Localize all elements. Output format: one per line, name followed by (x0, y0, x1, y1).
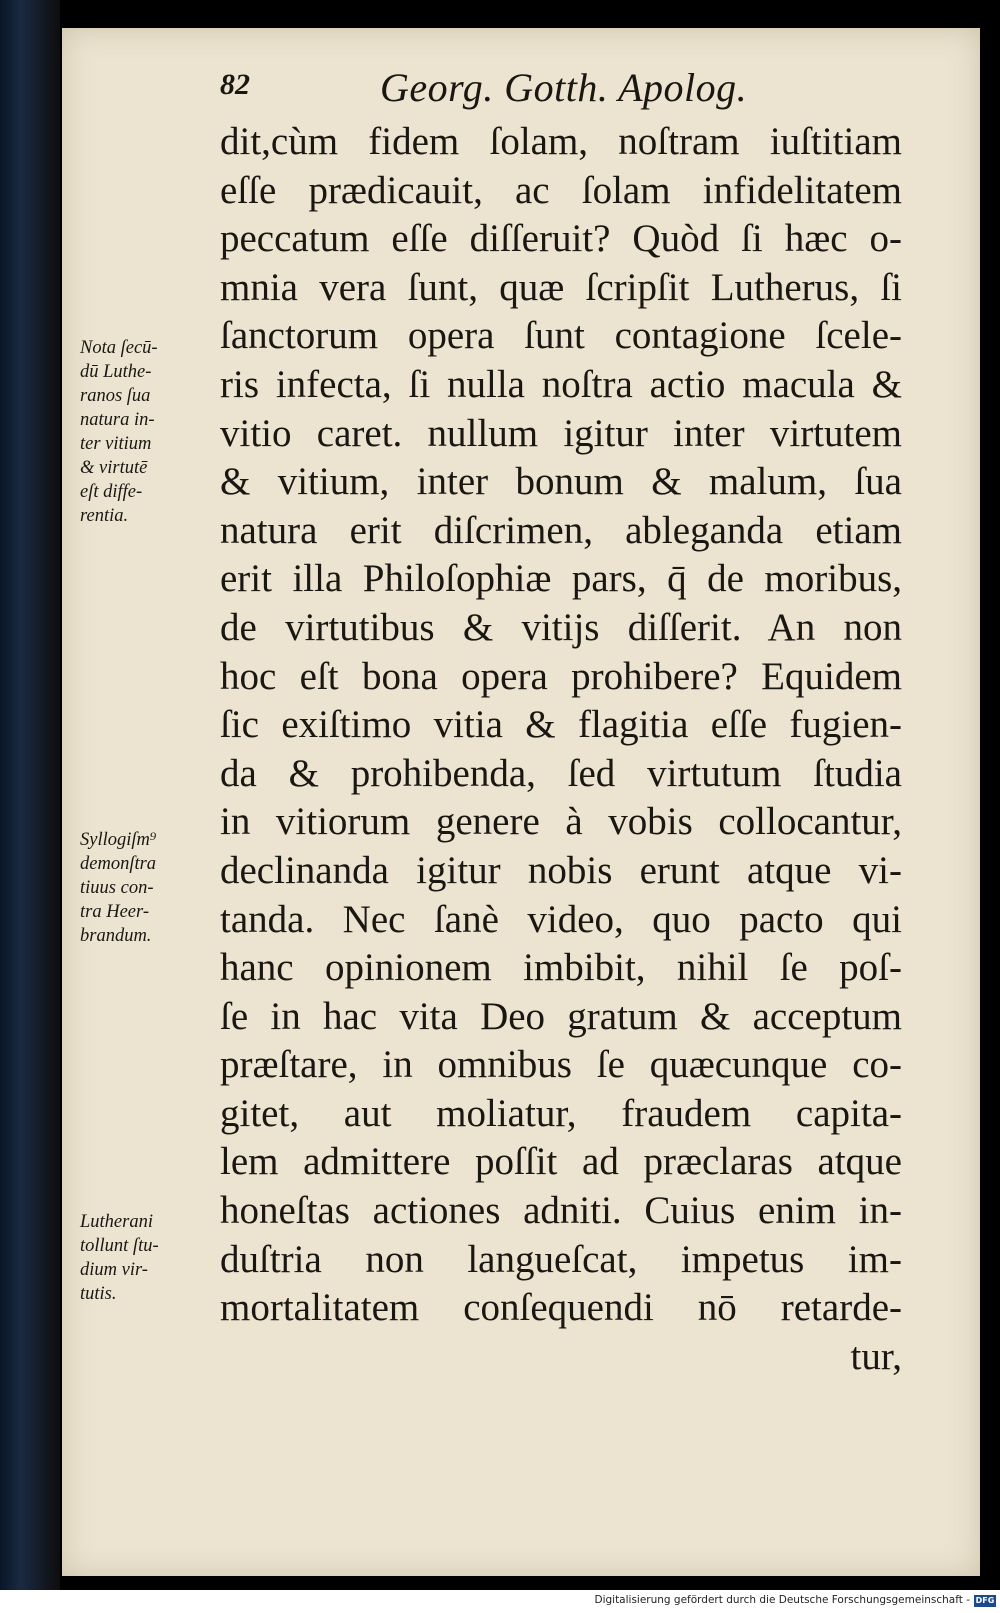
page-number: 82 (220, 68, 250, 101)
margin-note-line: Syllogiſm⁹ (80, 830, 157, 850)
text-line: peccatum eſſe diſſeruit? Quòd ſi hæc o- (220, 217, 902, 261)
text-line: in vitiorum genere à vobis collocantur, (220, 800, 902, 844)
text-line: dit,cùm fidem ſolam, noſtram iuſtitiam (220, 120, 902, 163)
text-line: tanda. Nec ſanè video, quo pacto qui (220, 897, 902, 941)
footer-strip (0, 1590, 1000, 1613)
margin-note-line: Lutherani (80, 1212, 153, 1232)
margin-note-line: dū Luthe- (80, 362, 152, 382)
text-line: da & prohibenda, ſed virtutum ſtudia (220, 751, 902, 795)
margin-note-line: tollunt ſtu- (80, 1236, 159, 1256)
margin-note-line: tiuus con- (80, 878, 154, 898)
margin-note-line: tutis. (80, 1284, 117, 1304)
funding-credit: Digitalisierung gefördert durch die Deutsche Forschungsgemeinschaft - (594, 1594, 970, 1606)
dfg-logo-icon: DFG (975, 1596, 995, 1605)
margin-note-line: ranos ſua (80, 386, 151, 406)
margin-note-line: eſt diffe- (80, 482, 143, 502)
margin-note-line: demonſtra (80, 854, 157, 874)
text-line: gitet, aut moliatur, fraudem capita- (220, 1091, 902, 1135)
margin-note-line: brandum. (80, 926, 152, 946)
text-line: & vitium, inter bonum & malum, ſua (220, 460, 902, 504)
margin-note-line: dium vir- (80, 1260, 148, 1280)
text-line: vitio caret. nullum igitur inter virtutem (220, 411, 902, 455)
margin-note-line: rentia. (80, 506, 129, 526)
margin-note (80, 828, 220, 948)
text-line: ſic exiſtimo vitia & flagitia eſſe fugien- (220, 703, 902, 747)
text-line: præſtare, in omnibus ſe quæcunque co- (220, 1043, 902, 1087)
text-line: ſanctorum opera ſunt contagione ſcele- (220, 314, 902, 358)
text-line: hanc opinionem imbibit, nihil ſe poſ- (220, 946, 902, 990)
text-line: de virtutibus & vitijs diſſerit. An non (220, 605, 902, 649)
running-head: Georg. Gotth. Apolog. (380, 65, 748, 110)
margin-note-line: & virtutē (80, 458, 148, 478)
scan-background-edge (0, 0, 60, 1590)
margin-note-line: natura in- (80, 410, 155, 430)
text-line: declinanda igitur nobis erunt atque vi- (220, 848, 902, 892)
text-line: ſe in hac vita Deo gratum & acceptum (220, 994, 902, 1038)
text-line: duſtria non langueſcat, impetus im- (220, 1237, 902, 1281)
text-line: mortalitatem conſequendi nō retarde- (220, 1286, 902, 1330)
text-line: hoc eſt bona opera prohibere? Equidem (220, 654, 902, 698)
text-line: natura erit diſcrimen, ableganda etiam (220, 508, 902, 552)
text-line: ris infecta, ſi nulla noſtra actio macula & (220, 362, 902, 406)
text-line: lem admittere poſſit ad præclaras atque (220, 1140, 902, 1184)
margin-note-line: tra Heer- (80, 902, 149, 922)
main-text-block (220, 118, 902, 1381)
text-line: honeſtas actiones adniti. Cuius enim in- (220, 1189, 902, 1233)
margin-note-line: Nota ſecū- (80, 338, 158, 358)
catchword: tur, (850, 1334, 902, 1378)
margin-note (80, 1210, 220, 1306)
text-line: eſſe prædicauit, ac ſolam infidelitatem (220, 168, 902, 212)
text-line: mnia vera ſunt, quæ ſcripſit Lutherus, ſi (220, 265, 902, 309)
text-line: erit illa Philoſophiæ pars, q̄ de moribus, (220, 557, 902, 601)
margin-note-line: ter vitium (80, 434, 152, 454)
margin-note (80, 336, 220, 528)
